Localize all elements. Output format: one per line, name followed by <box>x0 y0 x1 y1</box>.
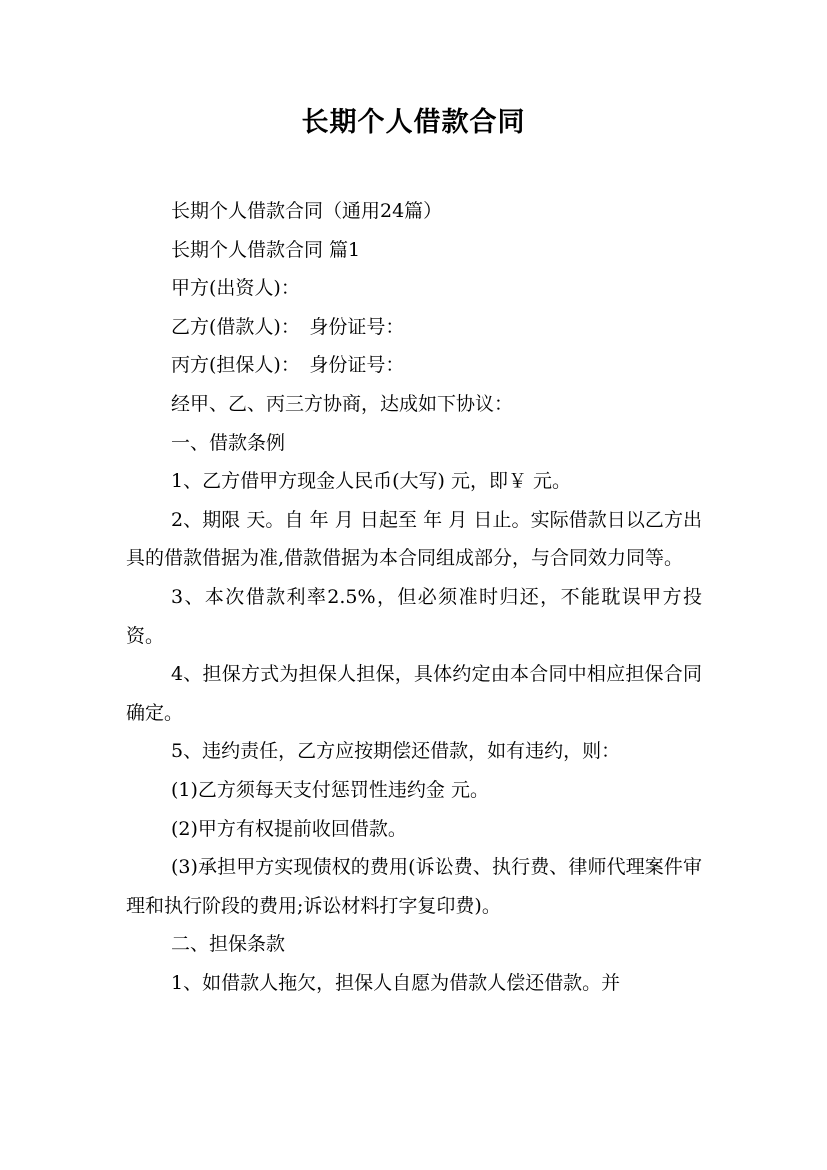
guarantee-clause-1: 1、如借款人拖欠，担保人自愿为借款人偿还借款。并 <box>171 971 621 994</box>
party-c-line: 丙方(担保人)： 身份证号： <box>171 354 405 377</box>
section-heading-guarantee: 二、担保条款 <box>171 933 286 956</box>
party-b-line: 乙方(借款人)： 身份证号： <box>171 315 405 338</box>
paragraph-heading: 长期个人借款合同（通用24篇） <box>171 200 443 222</box>
agreement-intro: 经甲、乙、丙三方协商，达成如下协议： <box>171 392 514 415</box>
sub-clause-1: (1)乙方须每天支付惩罚性违约金 元。 <box>171 778 489 801</box>
clause-2: 2、期限 天。自 年 月 日起至 年 月 日止。实际借款日以乙方出具的借款借据为准,借款借据为本合同组成部分，与合同效力同等。 <box>126 508 702 570</box>
document-title: 长期个人借款合同 <box>301 107 526 138</box>
clause-4: 4、担保方式为担保人担保，具体约定由本合同中相应担保合同确定。 <box>126 663 702 724</box>
clause-3: 3、本次借款利率2.5%，但必须准时归还，不能耽误甲方投资。 <box>126 585 702 647</box>
clause-1: 1、乙方借甲方现金人民币(大写) 元，即￥ 元。 <box>171 470 571 493</box>
section-heading-loan-terms: 一、借款条例 <box>171 431 286 454</box>
paragraph-section-title: 长期个人借款合同 篇1 <box>171 238 361 261</box>
clause-5: 5、违约责任，乙方应按期偿还借款，如有违约，则： <box>171 740 621 763</box>
party-a-line: 甲方(出资人)： <box>171 277 300 300</box>
sub-clause-3: (3)承担甲方实现债权的费用(诉讼费、执行费、律师代理案件审理和执行阶段的费用;诉讼材料打字复印费)。 <box>126 856 702 917</box>
document-body <box>126 192 702 1002</box>
sub-clause-2: (2)甲方有权提前收回借款。 <box>171 817 407 840</box>
